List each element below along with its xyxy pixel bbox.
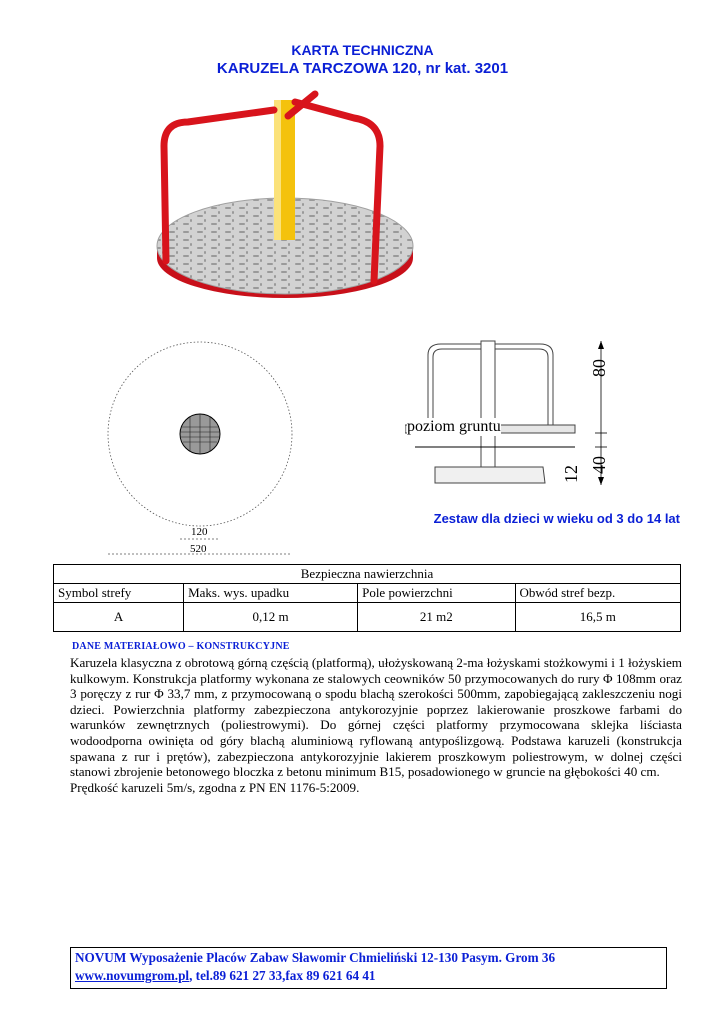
- header-perimeter: Obwód stref bezp.: [515, 584, 680, 603]
- cell-symbol: A: [54, 603, 184, 632]
- company-name: NOVUM Wyposażenie Placów Zabaw Sławomir Chmieliński 12-130 Pasym. Grom 36: [75, 950, 556, 965]
- side-view-drawing: [405, 335, 620, 495]
- materials-heading: DANE MATERIAŁOWO – KONSTRUKCYJNE: [72, 641, 290, 652]
- materials-paragraph: Karuzela klasyczna z obrotową górną częścią (platformą), ułożyskowaną 2-ma łożyskami stożkowymi i 1 łożyskiem kulkowym. Konstrukcja platformy wykonana ze stalowych ceowników 50 przymocowanych do rury Φ 108mm oraz 3 poręczy z rur Φ 33,7 mm, z przymocowaną o spodu blachą szerokości 500mm, zapobiegającą zakleszczeniu nogi dzieci. Powierzchnia platformy zabezpieczona antykorozyjnie poprzez lakierowanie proszkowe farbami do warunków zewnętrznych (poliestrowymi). Do górnej części platformy przymocowana sklejka liściasta wodoodporna owinięta od góry blachą aluminiową ryflowaną antypoślizgową. Podstawa karuzeli (konstrukcja spawana z rur i prętów), zabezpieczona antykorozyjnie lakierem proszkowym poliestrowym, w dolnej części stanowi zbrojenie betonowego bloczka z betonu minimum B15, posadowionego w gruncie na głębokości 40 cm.: [70, 655, 682, 780]
- header-max-height: Maks. wys. upadku: [184, 584, 358, 603]
- document-title: KARTA TECHNICZNA: [291, 42, 434, 58]
- cell-perimeter: 16,5 m: [515, 603, 680, 632]
- age-range-note: Zestaw dla dzieci w wieku od 3 do 14 lat: [433, 511, 680, 526]
- outer-diameter-label: 520: [190, 543, 207, 555]
- ground-level-label: poziom gruntu: [407, 418, 501, 435]
- cell-area: 21 m2: [358, 603, 515, 632]
- header-area: Pole powierzchni: [358, 584, 515, 603]
- header-symbol: Symbol strefy: [54, 584, 184, 603]
- speed-paragraph: Prędkość karuzeli 5m/s, zgodna z PN EN 1176-5:2009.: [70, 779, 360, 795]
- dimension-80: 80: [589, 359, 609, 377]
- contact-phone-fax: , tel.89 621 27 33,fax 89 621 64 41: [189, 968, 376, 983]
- website-link[interactable]: www.novumgrom.pl: [75, 968, 190, 983]
- inner-diameter-label: 120: [191, 526, 208, 538]
- carousel-product-image: [140, 86, 430, 308]
- safety-surface-table: [53, 564, 681, 632]
- dimension-12: 12: [561, 465, 581, 483]
- company-footer: [70, 947, 667, 989]
- product-title: KARUZELA TARCZOWA 120, nr kat. 3201: [216, 60, 509, 77]
- cell-max-height: 0,12 m: [184, 603, 358, 632]
- dimension-40: 40: [589, 456, 609, 474]
- materials-description: [70, 655, 682, 795]
- table-title: Bezpieczna nawierzchnia: [54, 565, 681, 584]
